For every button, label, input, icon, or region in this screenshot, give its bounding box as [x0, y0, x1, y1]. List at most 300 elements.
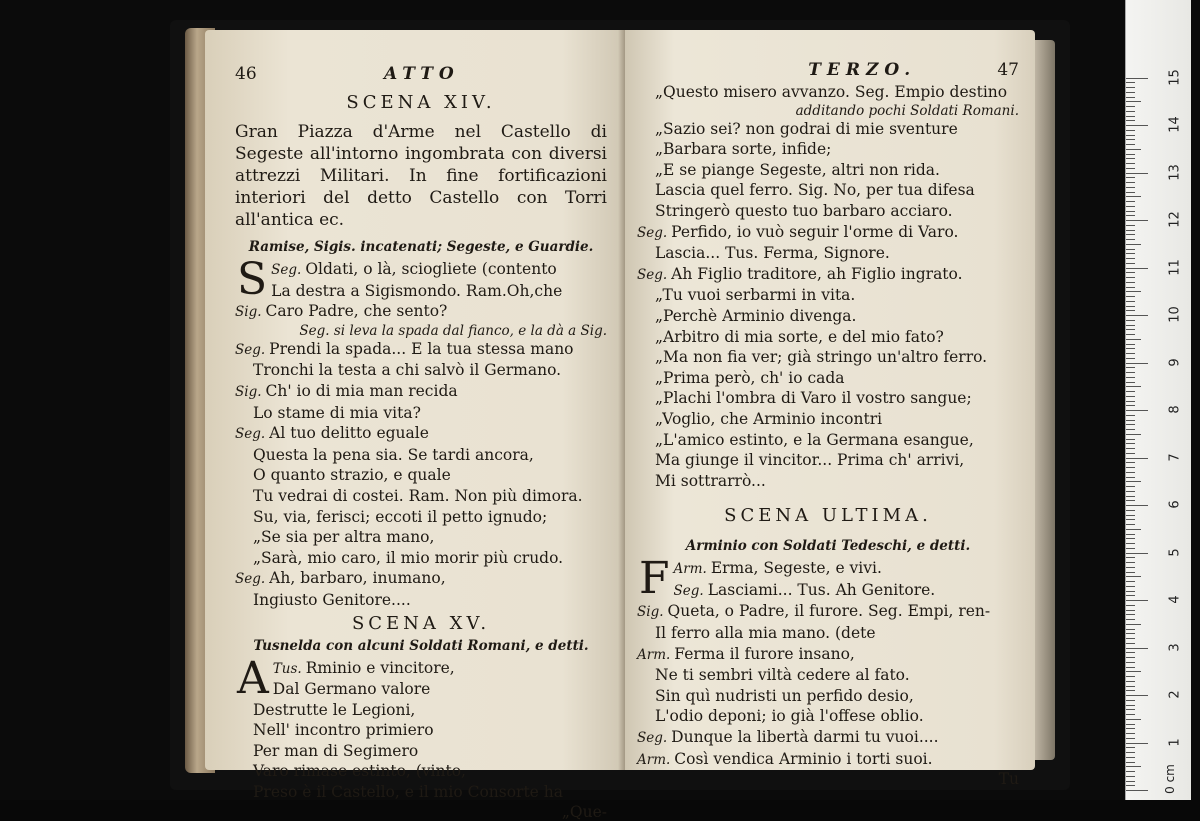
verse-line — [637, 160, 1019, 181]
verse-text: Dunque la libertà darmi tu vuoi.... — [671, 728, 939, 747]
verse-text: Ah Figlio traditore, ah Figlio ingrato. — [671, 264, 963, 283]
speaker-abbreviation: Sig. — [235, 304, 262, 321]
ruler-tick — [1126, 591, 1135, 592]
verse-block-2 — [637, 553, 1019, 770]
ruler-tick — [1126, 619, 1135, 620]
ruler-tick — [1126, 301, 1135, 302]
verse-text: Il ferro alla mia mano. (dete — [655, 624, 876, 643]
verse-line — [637, 686, 1019, 707]
verse-text: Erma, Segeste, e vivi. — [710, 559, 882, 578]
verse-line — [637, 409, 1019, 430]
ruler-tick — [1126, 344, 1135, 345]
ruler-tick — [1126, 529, 1141, 530]
ruler-tick — [1126, 505, 1148, 506]
stage-direction: Seg. si leva la spada dal fianco, e la dà a Sig. — [299, 322, 607, 339]
ruler-tick — [1126, 139, 1135, 140]
ruler-tick — [1126, 439, 1135, 440]
ruler-tick — [1126, 282, 1135, 283]
verse-line — [637, 749, 1019, 771]
ruler-tick — [1126, 595, 1135, 596]
ruler-tick — [1126, 762, 1135, 763]
ruler-tick — [1126, 192, 1135, 193]
verse-text: Preso è il Castello, e il mio Consorte ha — [253, 783, 563, 802]
ruler-tick — [1126, 714, 1135, 715]
verse-text: L'odio deponi; io già l'offese oblio. — [655, 707, 924, 726]
verse-line — [637, 388, 1019, 409]
left-page-number: 46 — [235, 64, 257, 84]
ruler-tick — [1126, 358, 1135, 359]
ruler-number: 15 — [1167, 68, 1183, 86]
ruler-tick — [1126, 201, 1135, 202]
ruler-tick — [1126, 686, 1135, 687]
ruler-tick — [1126, 462, 1135, 463]
ruler-tick — [1126, 477, 1135, 478]
ruler-tick — [1126, 709, 1135, 710]
ruler-tick — [1126, 215, 1135, 216]
verse-line — [637, 139, 1019, 160]
ruler-tick — [1126, 519, 1135, 520]
verse-text: Lascia quel ferro. Sig. No, per tua difesa — [655, 181, 975, 200]
ruler-tick — [1126, 700, 1135, 701]
verse-line — [637, 623, 1019, 644]
ruler-tick — [1126, 163, 1135, 164]
ruler-tick — [1126, 377, 1135, 378]
verse-line — [235, 761, 607, 782]
ruler-tick — [1126, 434, 1141, 435]
speaker-abbreviation: Sig. — [637, 604, 664, 621]
right-running-title: TERZO. — [808, 60, 917, 80]
verse-text: Rminio e vincitore, — [305, 658, 455, 677]
ruler-tick — [1126, 515, 1135, 516]
verse-line — [637, 601, 1019, 623]
verse-line — [637, 119, 1019, 140]
ruler-tick — [1126, 410, 1148, 411]
verse-line — [235, 301, 607, 323]
ruler-tick — [1126, 149, 1141, 150]
ruler-tick — [1126, 667, 1135, 668]
ruler-tick — [1126, 524, 1135, 525]
verse-line — [637, 222, 1019, 244]
ruler-tick — [1126, 610, 1135, 611]
verse-text: Perfido, io vuò seguir l'orme di Varo. — [671, 222, 959, 241]
ruler-tick — [1126, 401, 1135, 402]
ruler-tick — [1126, 785, 1135, 786]
ruler-tick — [1126, 752, 1135, 753]
stage-direction: additando pochi Soldati Romani. — [795, 102, 1019, 119]
ruler-tick — [1126, 177, 1135, 178]
verse-line — [637, 82, 1019, 103]
speaker-abbreviation: Arm. — [673, 561, 707, 578]
ruler-tick — [1126, 534, 1135, 535]
verse-text: „L'amico estinto, e la Germana esangue, — [655, 430, 974, 449]
verse-line — [637, 580, 1019, 602]
ruler-tick — [1126, 605, 1135, 606]
verse-line — [637, 327, 1019, 348]
verse-text: Per man di Segimero — [253, 741, 419, 760]
ruler-tick — [1126, 562, 1135, 563]
cast-list-2: Tusnelda con alcuni Soldati Romani, e detti. — [253, 637, 589, 654]
ruler-tick — [1126, 277, 1135, 278]
ruler-tick — [1126, 576, 1141, 577]
verse-text: „Voglio, che Arminio incontri — [655, 409, 883, 428]
verse-line — [637, 285, 1019, 306]
ruler-tick — [1126, 496, 1135, 497]
verse-text: Lo stame di mia vita? — [253, 403, 421, 422]
ruler-tick — [1126, 258, 1135, 259]
verse-text: Lasciami... Tus. Ah Genitore. — [707, 580, 936, 599]
verse-line — [637, 180, 1019, 201]
ruler-tick — [1126, 733, 1135, 734]
ruler-tick — [1126, 614, 1135, 615]
ruler-tick — [1126, 230, 1135, 231]
left-running-head — [235, 64, 607, 86]
scene-heading-2: SCENA XV. — [351, 612, 491, 634]
verse-text: Ch' io di mia man recida — [265, 381, 458, 400]
ruler-tick — [1126, 424, 1135, 425]
ruler-tick — [1126, 154, 1135, 155]
ruler-tick — [1126, 724, 1135, 725]
ruler-number: 13 — [1167, 163, 1183, 181]
speaker-abbreviation: Seg. — [637, 224, 668, 241]
ruler-tick — [1126, 415, 1135, 416]
ruler-tick — [1126, 291, 1141, 292]
speaker-abbreviation: Seg. — [271, 262, 302, 278]
ruler-number: 7 — [1167, 452, 1183, 462]
ruler-number: 4 — [1167, 595, 1183, 604]
ruler-tick — [1126, 206, 1135, 207]
ruler-number: 5 — [1167, 547, 1183, 557]
speaker-abbreviation: Arm. — [637, 751, 671, 768]
ruler-number: 6 — [1167, 500, 1183, 509]
verse-line — [235, 548, 607, 569]
drop-cap-initial: S — [237, 254, 268, 305]
verse-line — [235, 360, 607, 381]
speaker-abbreviation: Seg. — [235, 341, 266, 358]
verse-line — [637, 243, 1019, 264]
verse-text: Sin quì nudristi un perfido desio, — [655, 686, 914, 705]
ruler-tick — [1126, 268, 1148, 269]
ruler-tick — [1126, 329, 1135, 330]
ruler-tick — [1126, 567, 1135, 568]
speaker-abbreviation: Seg. — [235, 571, 266, 588]
scene-heading: SCENA XIV. — [346, 92, 496, 113]
verse-line — [637, 368, 1019, 389]
ruler-tick — [1126, 249, 1135, 250]
verse-text: Dal Germano valore — [272, 680, 431, 699]
ruler-tick — [1126, 220, 1148, 221]
ruler-tick — [1126, 211, 1135, 212]
ruler-tick — [1126, 225, 1135, 226]
ruler-tick — [1126, 766, 1141, 767]
scene-heading: SCENA ULTIMA. — [724, 505, 932, 527]
verse-line — [637, 201, 1019, 222]
ruler-tick — [1126, 624, 1141, 625]
verse-text: Varo rimase estinto, (vinto, — [253, 762, 466, 781]
cast-list: Arminio con Soldati Tedeschi, e detti. — [685, 538, 971, 555]
ruler-tick — [1126, 339, 1141, 340]
ruler-number: 8 — [1167, 405, 1183, 414]
ruler-tick — [1126, 581, 1135, 582]
ruler-tick — [1126, 120, 1135, 121]
ruler-tick — [1126, 538, 1135, 539]
verse-line — [235, 281, 607, 302]
verse-line — [235, 527, 607, 548]
ruler-tick — [1126, 557, 1135, 558]
verse-text: Ma giunge il vincitor... Prima ch' arrivi, — [655, 451, 965, 470]
verse-line — [235, 568, 607, 590]
ruler-tick — [1126, 728, 1135, 729]
verse-line — [637, 665, 1019, 686]
ruler-tick — [1126, 757, 1135, 758]
right-page — [625, 30, 1035, 789]
catchword: Tu — [998, 770, 1019, 789]
ruler-tick — [1126, 486, 1135, 487]
scene-setting: Gran Piazza d'Arme nel Castello di Segeste all'intorno ingombrata con diversi attrezzi Militari. In fine fortificazioni interiori del detto Castello con Torri all'antica ec. — [235, 122, 607, 230]
ruler-tick — [1126, 348, 1135, 349]
ruler-tick — [1126, 306, 1135, 307]
ruler-tick — [1126, 396, 1135, 397]
right-page-number: 47 — [997, 60, 1019, 80]
ruler-tick — [1126, 747, 1135, 748]
drop-cap-initial: F — [639, 553, 670, 605]
ruler-tick — [1126, 719, 1141, 720]
verse-text: Ferma il furore insano, — [674, 644, 855, 663]
verse-line — [637, 644, 1019, 666]
ruler-tick — [1126, 253, 1135, 254]
ruler-tick — [1126, 776, 1135, 777]
ruler-tick — [1126, 239, 1135, 240]
ruler-tick — [1126, 481, 1141, 482]
ruler-tick — [1126, 334, 1135, 335]
ruler-tick — [1126, 771, 1135, 772]
catchword: „Que- — [561, 802, 607, 821]
speaker-abbreviation: Seg. — [637, 266, 668, 283]
ruler-tick — [1126, 130, 1135, 131]
verse-line — [637, 430, 1019, 451]
verse-line — [235, 486, 607, 507]
ruler-tick — [1126, 391, 1135, 392]
ruler-tick — [1126, 633, 1135, 634]
ruler-tick — [1126, 629, 1135, 630]
ruler-tick — [1126, 310, 1135, 311]
ruler-tick — [1126, 296, 1135, 297]
verse-text: Ingiusto Genitore.... — [253, 590, 411, 609]
ruler-tick — [1126, 144, 1135, 145]
verse-text: Oldati, o là, sciogliete (contento — [305, 260, 557, 278]
ruler-tick — [1126, 82, 1135, 83]
ruler-number: 1 — [1167, 737, 1183, 747]
verse-block-2 — [235, 652, 607, 803]
verse-text: Prendi la spada... E la tua stessa mano — [269, 339, 574, 358]
verse-text: Lascia... Tus. Ferma, Signore. — [655, 244, 890, 263]
ruler-tick — [1126, 743, 1148, 744]
ruler-number: 9 — [1167, 357, 1183, 367]
ruler-tick — [1126, 553, 1148, 554]
ruler-number: 2 — [1167, 690, 1183, 699]
verse-text: Così vendica Arminio i torti suoi. — [674, 749, 933, 768]
verse-text: „Plachi l'ombra di Varo il vostro sangue; — [655, 389, 972, 408]
verse-text: Queta, o Padre, il furore. Seg. Empi, ren- — [667, 602, 991, 621]
speaker-abbreviation: Tus. — [272, 660, 302, 677]
verse-block — [637, 82, 1019, 491]
ruler-tick — [1126, 92, 1135, 93]
ruler-tick — [1126, 572, 1135, 573]
verse-line — [235, 507, 607, 528]
ruler-tick — [1126, 648, 1148, 649]
verse-line — [235, 381, 607, 403]
ruler-number: 3 — [1167, 642, 1183, 652]
verse-text: „Ma non fia ver; già stringo un'altro ferro. — [655, 348, 988, 367]
verse-text: La destra a Sigismondo. Ram.Oh,che — [271, 281, 563, 300]
ruler-tick — [1126, 695, 1148, 696]
speaker-abbreviation: Sig. — [235, 383, 262, 400]
verse-line — [637, 727, 1019, 749]
ruler-tick — [1126, 472, 1135, 473]
ruler-tick — [1126, 263, 1135, 264]
verse-text: Al tuo delitto eguale — [269, 424, 429, 443]
ruler-tick — [1126, 173, 1148, 174]
ruler-unit-label: 0 cm — [1163, 764, 1178, 794]
ruler-tick — [1126, 158, 1135, 159]
ruler-tick — [1126, 781, 1135, 782]
ruler-tick — [1126, 662, 1135, 663]
ruler-tick — [1126, 705, 1135, 706]
ruler-tick — [1126, 586, 1135, 587]
ruler-tick — [1126, 168, 1135, 169]
drop-cap-initial: A — [237, 652, 269, 704]
left-page — [205, 30, 625, 821]
verse-text: „Sarà, mio caro, il mio morir più crudo. — [253, 548, 564, 567]
verse-block — [235, 254, 607, 611]
ruler-tick — [1126, 182, 1135, 183]
verse-text: „Tu vuoi serbarmi in vita. — [655, 286, 856, 305]
speaker-abbreviation: Seg. — [235, 426, 266, 443]
ruler-tick — [1126, 638, 1135, 639]
verse-line — [637, 264, 1019, 286]
verse-text: „Se sia per altra mano, — [253, 528, 435, 547]
ruler-tick — [1126, 363, 1148, 364]
ruler-tick — [1126, 690, 1135, 691]
ruler-tick — [1126, 467, 1135, 468]
ruler-tick — [1126, 135, 1135, 136]
ruler-tick — [1126, 244, 1141, 245]
ruler-tick — [1126, 543, 1135, 544]
verse-text: „Questo misero avvanzo. Seg. Empio destino — [655, 83, 1008, 101]
ruler-tick — [1126, 382, 1135, 383]
verse-text: Caro Padre, che sento? — [265, 302, 448, 321]
ruler-tick — [1126, 320, 1135, 321]
verse-text: Stringerò questo tuo barbaro acciaro. — [655, 201, 953, 220]
ruler-tick — [1126, 372, 1135, 373]
verse-line — [235, 720, 607, 741]
verse-line — [235, 465, 607, 486]
ruler-tick — [1126, 657, 1135, 658]
ruler-tick — [1126, 676, 1135, 677]
ruler-tick — [1126, 196, 1141, 197]
verse-line — [235, 590, 607, 611]
ruler-tick — [1126, 790, 1148, 791]
ruler-tick — [1126, 116, 1135, 117]
ruler-tick — [1126, 234, 1135, 235]
verse-text: Tronchi la testa a chi salvò il Germano. — [253, 361, 562, 380]
ruler-tick — [1126, 106, 1135, 107]
ruler-tick — [1126, 405, 1135, 406]
ruler-tick — [1126, 510, 1135, 511]
verse-text: Ne ti sembri viltà cedere al fato. — [655, 666, 910, 685]
ruler-number: 10 — [1167, 306, 1183, 323]
ruler-tick — [1126, 652, 1135, 653]
verse-text: Questa la pena sia. Se tardi ancora, — [253, 445, 534, 464]
ruler-tick — [1126, 386, 1141, 387]
verse-text: „Prima però, ch' io cada — [655, 368, 845, 387]
ruler-tick — [1126, 643, 1135, 644]
verse-line — [235, 339, 607, 361]
verse-text: Mi sottrarrò... — [655, 471, 766, 490]
ruler-tick — [1126, 458, 1148, 459]
verse-text: Nell' incontro primiero — [253, 721, 434, 740]
speaker-abbreviation: Seg. — [673, 582, 704, 599]
verse-text: „Barbara sorte, infide; — [655, 140, 832, 159]
ruler-tick — [1126, 548, 1135, 549]
left-running-title: ATTO — [383, 64, 460, 84]
ruler-tick — [1126, 681, 1135, 682]
ruler-tick — [1126, 420, 1135, 421]
verse-text: „E se piange Segeste, altri non rida. — [655, 160, 940, 179]
verse-line — [235, 700, 607, 721]
ruler-tick — [1126, 78, 1148, 79]
ruler-tick — [1126, 671, 1141, 672]
ruler-tick — [1126, 491, 1135, 492]
speaker-abbreviation: Arm. — [637, 646, 671, 663]
ruler-tick — [1126, 325, 1135, 326]
ruler-tick — [1126, 353, 1135, 354]
ruler-tick — [1126, 125, 1148, 126]
ruler-number: 12 — [1167, 211, 1183, 228]
verse-text: „Arbitro di mia sorte, e del mio fato? — [655, 327, 944, 346]
ruler-tick — [1126, 187, 1135, 188]
ruler-tick — [1126, 448, 1135, 449]
ruler-tick — [1126, 101, 1141, 102]
verse-line — [235, 445, 607, 466]
right-running-head — [637, 60, 1019, 82]
verse-line — [235, 423, 607, 445]
ruler-tick — [1126, 272, 1135, 273]
ruler-tick — [1126, 367, 1135, 368]
verse-text: Su, via, ferisci; eccoti il petto ignudo; — [253, 507, 548, 526]
verse-line — [235, 403, 607, 424]
ruler-number: 14 — [1167, 116, 1183, 133]
measurement-ruler — [1125, 0, 1191, 800]
verse-line — [235, 741, 607, 762]
ruler-tick — [1126, 443, 1135, 444]
ruler-tick — [1126, 429, 1135, 430]
ruler-tick — [1126, 453, 1135, 454]
verse-text: Ah, barbaro, inumano, — [269, 569, 446, 588]
verse-text: Destrutte le Legioni, — [253, 700, 416, 719]
verse-text: „Sazio sei? non godrai di mie sventure — [655, 119, 958, 138]
verse-text: „Perchè Arminio divenga. — [655, 306, 857, 325]
verse-text: O quanto strazio, e quale — [253, 466, 451, 485]
ruler-number: 11 — [1167, 258, 1183, 276]
ruler-tick — [1126, 315, 1148, 316]
verse-line — [637, 347, 1019, 368]
verse-line — [637, 450, 1019, 471]
speaker-abbreviation: Seg. — [637, 730, 668, 747]
ruler-tick — [1126, 500, 1135, 501]
ruler-tick — [1126, 97, 1135, 98]
verse-line — [235, 679, 607, 700]
cast-list: Ramise, Sigis. incatenati; Segeste, e Guardie. — [248, 239, 594, 255]
